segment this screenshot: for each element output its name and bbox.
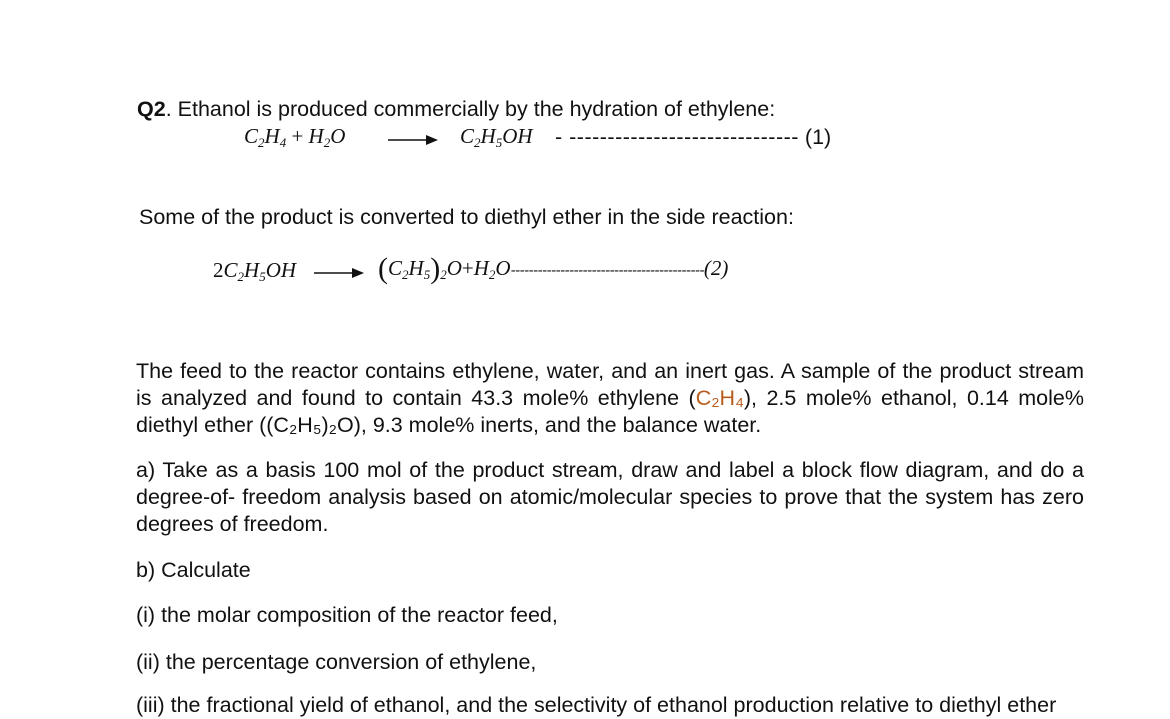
part-b-i: (i) the molar composition of the reactor feed, xyxy=(136,603,558,627)
reaction-1-arrow-icon xyxy=(388,133,440,147)
side-reaction-text: Some of the product is converted to diethyl ether in the side reaction: xyxy=(139,205,794,229)
part-a: a) Take as a basis 100 mol of the product stream, draw and label a block flow diagram, and do a degree-of- freedom analysis based on atomic/molecular species to prove that the system has zero degrees of freedom. xyxy=(136,458,1084,536)
reaction-2-leader: ------------------------------------------- xyxy=(510,262,704,279)
part-b-iii: (iii) the fractional yield of ethanol, and the selectivity of ethanol production relative to diethyl ether xyxy=(136,693,1057,717)
reaction-2-number: (2) xyxy=(703,256,729,280)
part-b: b) Calculate xyxy=(136,558,251,582)
reaction-1-number: (1) xyxy=(804,125,832,149)
reaction-2-arrow-icon xyxy=(314,266,366,280)
question-heading xyxy=(137,96,775,123)
reaction-1-leader: - ------------------------------ (1) xyxy=(555,125,832,149)
question-label: Q2 xyxy=(137,97,166,121)
reaction-2-reactants: $2C_2H_5OH$ xyxy=(213,258,297,284)
reaction-1-reactants: $C_2H_4 + H_2O$ xyxy=(244,124,346,150)
feed-paragraph: The feed to the reactor contains ethylene, water, and an inert gas. A sample of the product stream is analyzed and found to contain 43.3 mole% ethylene (C₂H₄), 2.5 mole% ethanol, 0.14 mole% diethyl ether ((C₂H₅)₂O), 9.3 mole% inerts, and the balance water. xyxy=(136,359,1084,437)
ethylene-formula-highlight: C₂H₄ xyxy=(695,386,744,410)
question-intro: . Ethanol is produced commercially by the hydration of ethylene: xyxy=(165,97,776,121)
reaction-2-products: $(C_2H_5)_2O+H_2O-------------------------------------------(2)$ xyxy=(378,252,729,285)
reaction-1-products: $C_2H_5OH$ xyxy=(460,124,533,150)
part-b-ii: (ii) the percentage conversion of ethylene, xyxy=(136,650,537,674)
